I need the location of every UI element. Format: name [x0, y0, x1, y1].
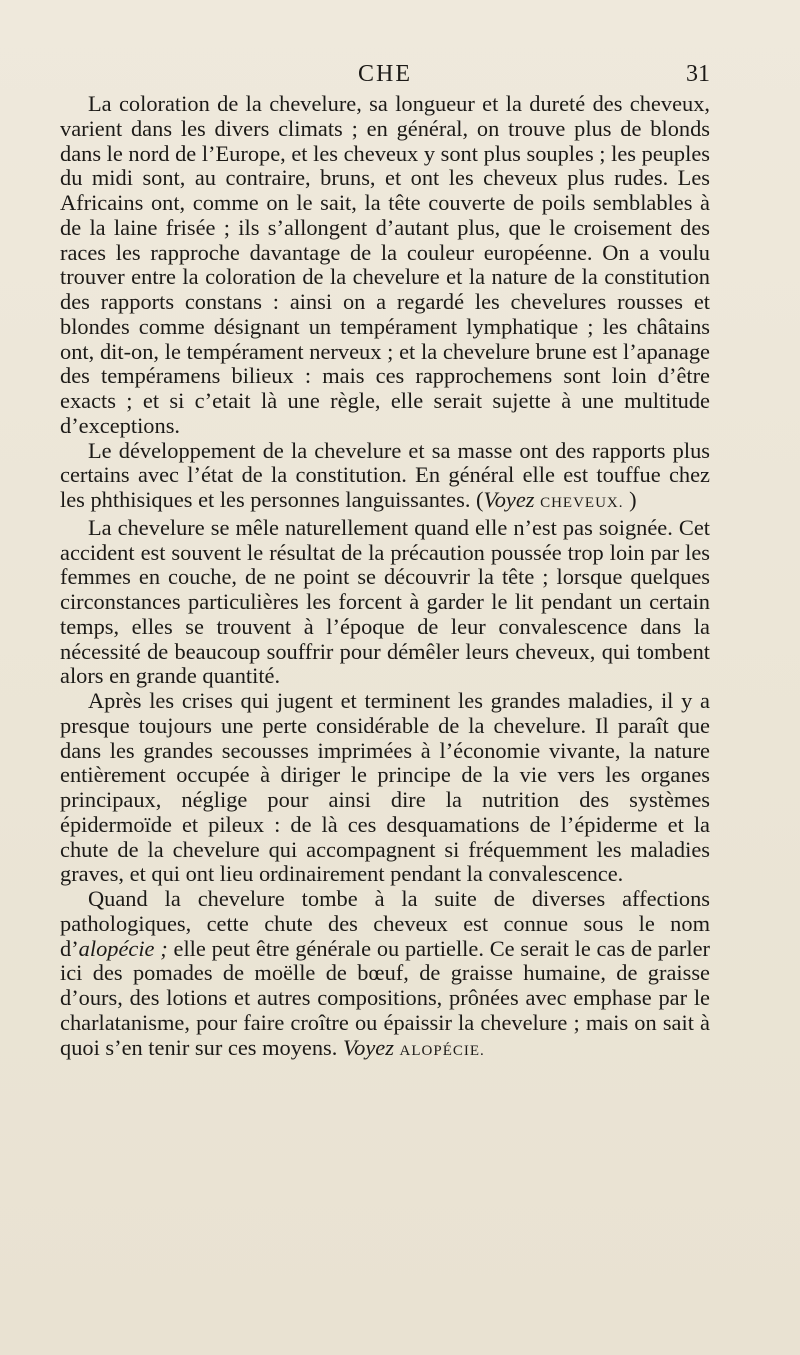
paragraph-text: Le développement de la chevelure et sa masse ont des rapports plus certains avec l’état de la constitution. En général elle est touffue chez les phthisiques et les personnes languissantes. ( — [60, 437, 710, 512]
page-number: 31 — [686, 61, 710, 87]
paragraph-text-middle: elle peut être générale ou partielle. Ce serait le cas de parler ici des pomades de moëlle de bœuf, de graisse humaine, de graisse d’ours, des lotions et autres compositions, prônées avec emphase par le charlatanisme, pour faire croître ou épaissir la chevelure ; mais on sait à quoi s’en tenir sur ces moyens. — [60, 935, 710, 1060]
paragraph-text-end: ) — [623, 487, 637, 512]
paragraph-alopecie — [60, 887, 710, 1063]
running-head: CHE — [358, 61, 412, 87]
term-alopecie: alopécie ; — [78, 935, 168, 961]
cross-reference-voyez: Voyez — [342, 1034, 394, 1060]
paragraph-crises: Après les crises qui jugent et terminent les grandes maladies, il y a presque toujours une perte considérable de la chevelure. Il paraît que dans les grandes secousses imprimées à l’économie vivante, la nature entièrement occupée à diriger le principe de la vie vers les organes principaux, néglige pour ainsi dire la nutrition des systèmes épidermoïde et pileux : de là ces desquamations de l’épiderme et la chute de la chevelure qui accompagnent si fréquemment les maladies graves, et qui ont lieu ordinairement pendant la convalescence. — [60, 688, 710, 887]
cross-reference-term: ALOPÉCIE. — [399, 1042, 485, 1059]
paragraph-developpement — [60, 439, 710, 516]
page-header — [60, 56, 710, 92]
paragraph-text: Quand la chevelure tombe à la suite de diverses affections pathologiques, cette chute des cheveux est connue sous le nom d’ — [60, 886, 710, 961]
cross-reference-voyez: Voyez — [483, 487, 535, 512]
cross-reference-term: CHEVEUX. — [540, 495, 624, 511]
body-text — [60, 92, 710, 1063]
paragraph-chevelure-melee: La chevelure se mêle naturellement quand elle n’est pas soignée. Cet accident est souvent le résultat de la précaution poussée trop loin par les femmes en couche, de ne point se découvrir la tête ; lorsque quelques circonstances particulières les forcent à garder le lit pendant un certain temps, elles se trouvent à l’époque de leur convalescence dans la nécessité de beaucoup souffrir pour démêler leurs cheveux, qui tombent alors en grande quantité. — [60, 514, 710, 689]
paragraph-coloration: La coloration de la chevelure, sa longueur et la dureté des cheveux, varient dans les divers climats ; en général, on trouve plus de blonds dans le nord de l’Europe, et les cheveux y sont plus souples ; les peuples du midi sont, au contraire, bruns, et ont les cheveux plus rudes. Les Africains ont, comme on le sait, la tête couverte de poils semblables à de la laine frisée ; ils s’allongent d’autant plus, que le croisement des races les rapproche davantage de la couleur européenne. On a voulu trouver entre la coloration de la chevelure et la nature de la constitution des rapports constans : ainsi on a regardé les chevelures rousses et blondes comme désignant un tempérament lymphatique ; les châtains ont, dit-on, le tempérament nerveux ; et la chevelure brune est l’apanage des tempéramens bilieux : mais ces rapprochemens sont loin d’être exacts ; et si c’etait là une règle, elle serait sujette à une multitude d’exceptions. — [60, 91, 710, 438]
